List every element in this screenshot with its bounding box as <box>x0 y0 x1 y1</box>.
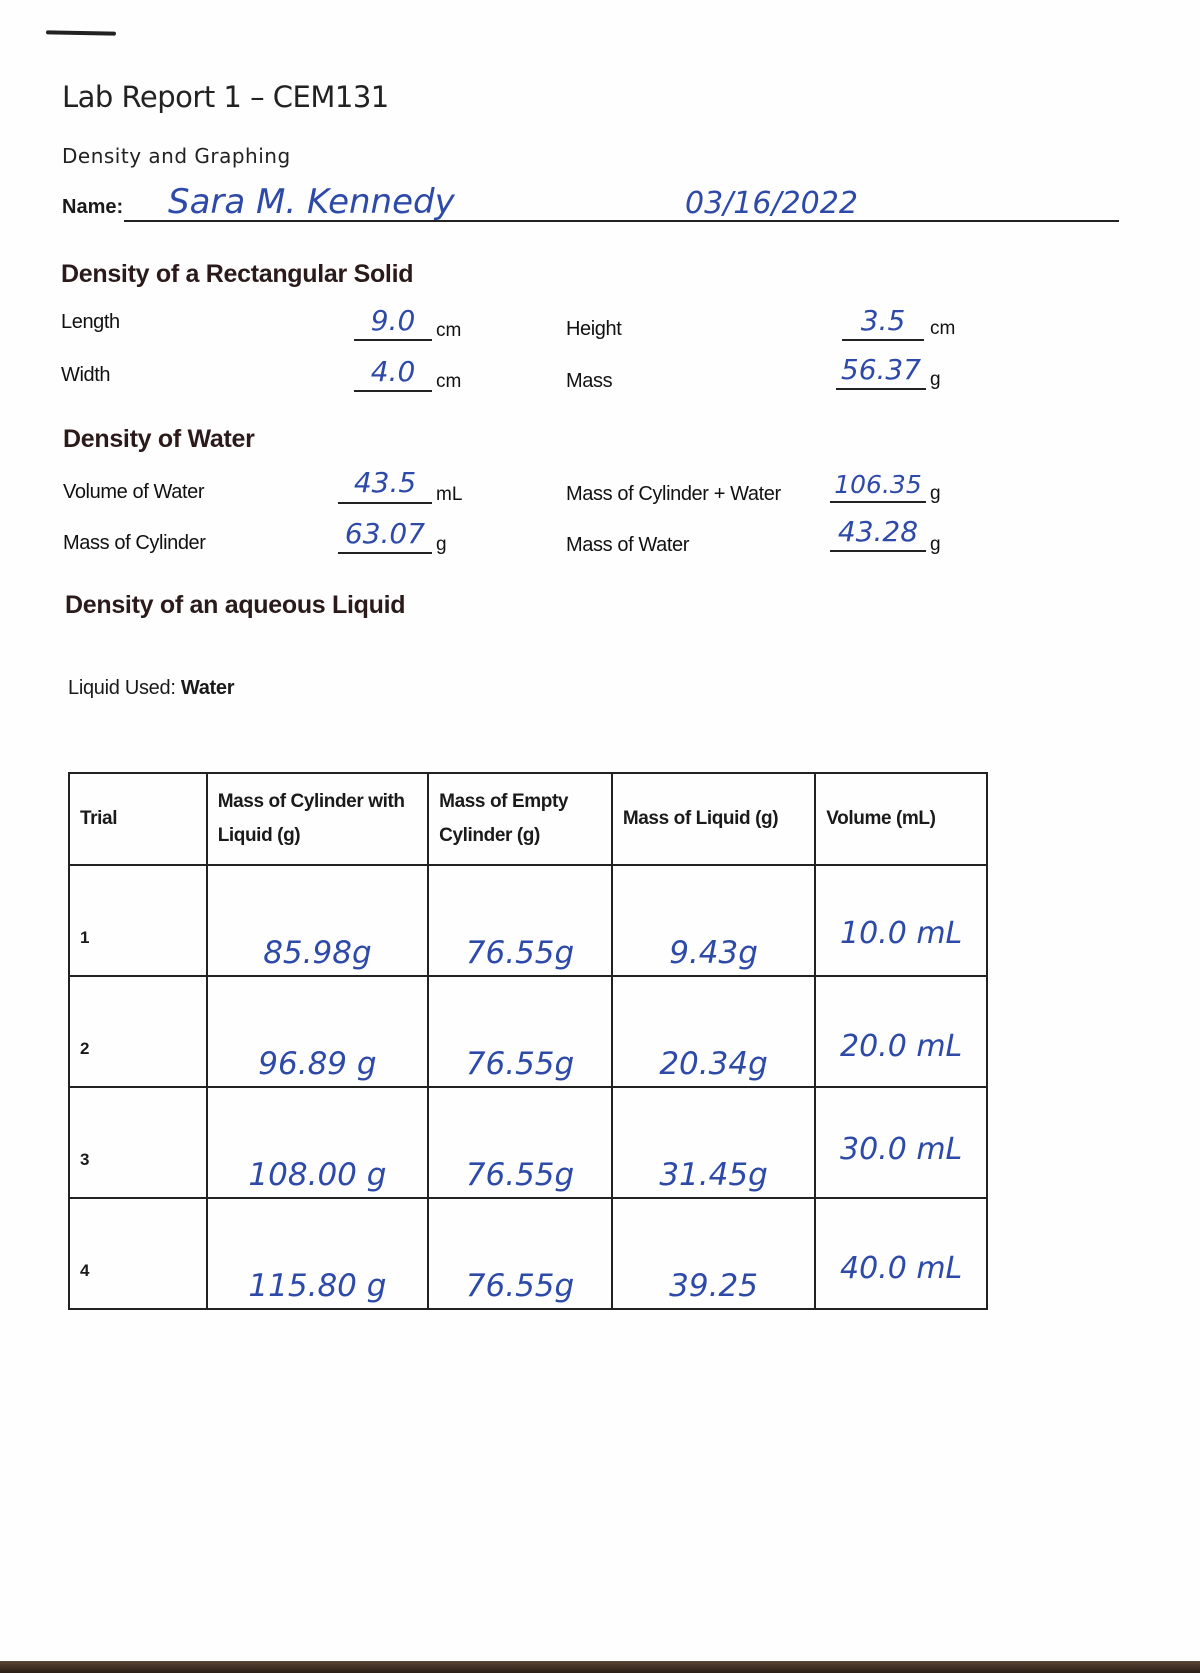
report-subtitle: Density and Graphing <box>62 144 291 168</box>
length-unit: cm <box>436 320 462 341</box>
table-header-row <box>69 773 987 865</box>
cylinder-mass-unit: g <box>436 534 447 555</box>
cylinder-water-label: Mass of Cylinder + Water <box>566 483 781 505</box>
header-volume: Volume (mL) <box>815 773 987 865</box>
header-empty-cylinder: Mass of Empty Cylinder (g) <box>428 773 612 865</box>
length-label: Length <box>61 311 120 333</box>
header-trial: Trial <box>69 773 207 865</box>
water-mass-value: 43.28 <box>837 515 919 548</box>
liquid-mass: 31.45g <box>659 1157 768 1193</box>
height-unit: cm <box>930 318 956 339</box>
name-label: Name: <box>62 196 124 218</box>
liquid-volume: 10.0 mL <box>840 916 963 951</box>
student-name: Sara M. Kennedy <box>168 182 455 222</box>
liquid-used-label: Liquid Used: <box>68 677 176 699</box>
table-row <box>69 1198 987 1309</box>
liquid-heading: Density of an aqueous Liquid <box>65 591 406 619</box>
height-label: Height <box>566 318 622 340</box>
width-label: Width <box>61 364 111 386</box>
empty-cylinder-mass: 76.55g <box>465 1046 575 1082</box>
length-field <box>354 304 432 341</box>
water-mass-field <box>830 515 926 552</box>
table-row <box>69 865 987 976</box>
cylinder-water-unit: g <box>930 483 941 504</box>
trial-number: 4 <box>80 1261 90 1280</box>
height-field <box>842 304 924 341</box>
liquid-mass: 39.25 <box>669 1268 758 1304</box>
liquid-mass: 9.43g <box>669 935 758 971</box>
width-unit: cm <box>436 371 462 392</box>
trial-number: 2 <box>80 1039 90 1058</box>
cylinder-mass-label: Mass of Cylinder <box>63 532 206 554</box>
liquid-used-value: Water <box>180 677 235 699</box>
cylinder-with-liquid-mass: 85.98g <box>263 935 372 971</box>
water-volume-field <box>338 466 432 503</box>
water-mass-unit: g <box>930 534 941 555</box>
liquid-mass: 20.34g <box>659 1046 768 1082</box>
water-volume-unit: mL <box>436 484 463 505</box>
cylinder-water-field <box>830 469 926 503</box>
empty-cylinder-mass: 76.55g <box>465 1268 575 1304</box>
cylinder-with-liquid-mass: 115.80 g <box>248 1268 387 1304</box>
mass-unit: g <box>930 369 941 390</box>
report-date: 03/16/2022 <box>685 186 858 221</box>
pen-mark <box>46 30 116 35</box>
mass-field <box>836 353 926 390</box>
cylinder-mass-value: 63.07 <box>344 517 426 550</box>
liquid-used <box>68 677 234 700</box>
table-row <box>69 1087 987 1198</box>
water-volume-value: 43.5 <box>353 466 417 499</box>
cylinder-with-liquid-mass: 96.89 g <box>258 1046 377 1082</box>
length-value: 9.0 <box>370 304 416 337</box>
liquid-volume: 20.0 mL <box>840 1029 963 1064</box>
height-value: 3.5 <box>860 304 906 337</box>
water-volume-label: Volume of Water <box>63 481 205 503</box>
desk-edge <box>0 1661 1200 1673</box>
rect-solid-heading: Density of a Rectangular Solid <box>61 260 414 288</box>
cylinder-water-value: 106.35 <box>834 470 922 499</box>
trial-number: 1 <box>80 928 90 947</box>
empty-cylinder-mass: 76.55g <box>465 935 575 971</box>
liquid-volume: 30.0 mL <box>840 1132 963 1167</box>
liquid-data-table <box>68 772 988 1310</box>
width-value: 4.0 <box>370 355 416 388</box>
mass-value: 56.37 <box>840 353 922 386</box>
width-field <box>354 355 432 392</box>
report-title: Lab Report 1 – CEM131 <box>62 80 389 114</box>
header-liquid-mass: Mass of Liquid (g) <box>612 773 815 865</box>
liquid-volume: 40.0 mL <box>840 1251 963 1286</box>
cylinder-mass-field <box>338 517 432 554</box>
water-mass-label: Mass of Water <box>566 534 689 556</box>
water-heading: Density of Water <box>63 425 255 453</box>
empty-cylinder-mass: 76.55g <box>465 1157 575 1193</box>
trial-number: 3 <box>80 1150 90 1169</box>
mass-label: Mass <box>566 370 613 392</box>
header-cylinder-with-liquid: Mass of Cylinder with Liquid (g) <box>207 773 428 865</box>
table-row <box>69 976 987 1087</box>
cylinder-with-liquid-mass: 108.00 g <box>248 1157 387 1193</box>
